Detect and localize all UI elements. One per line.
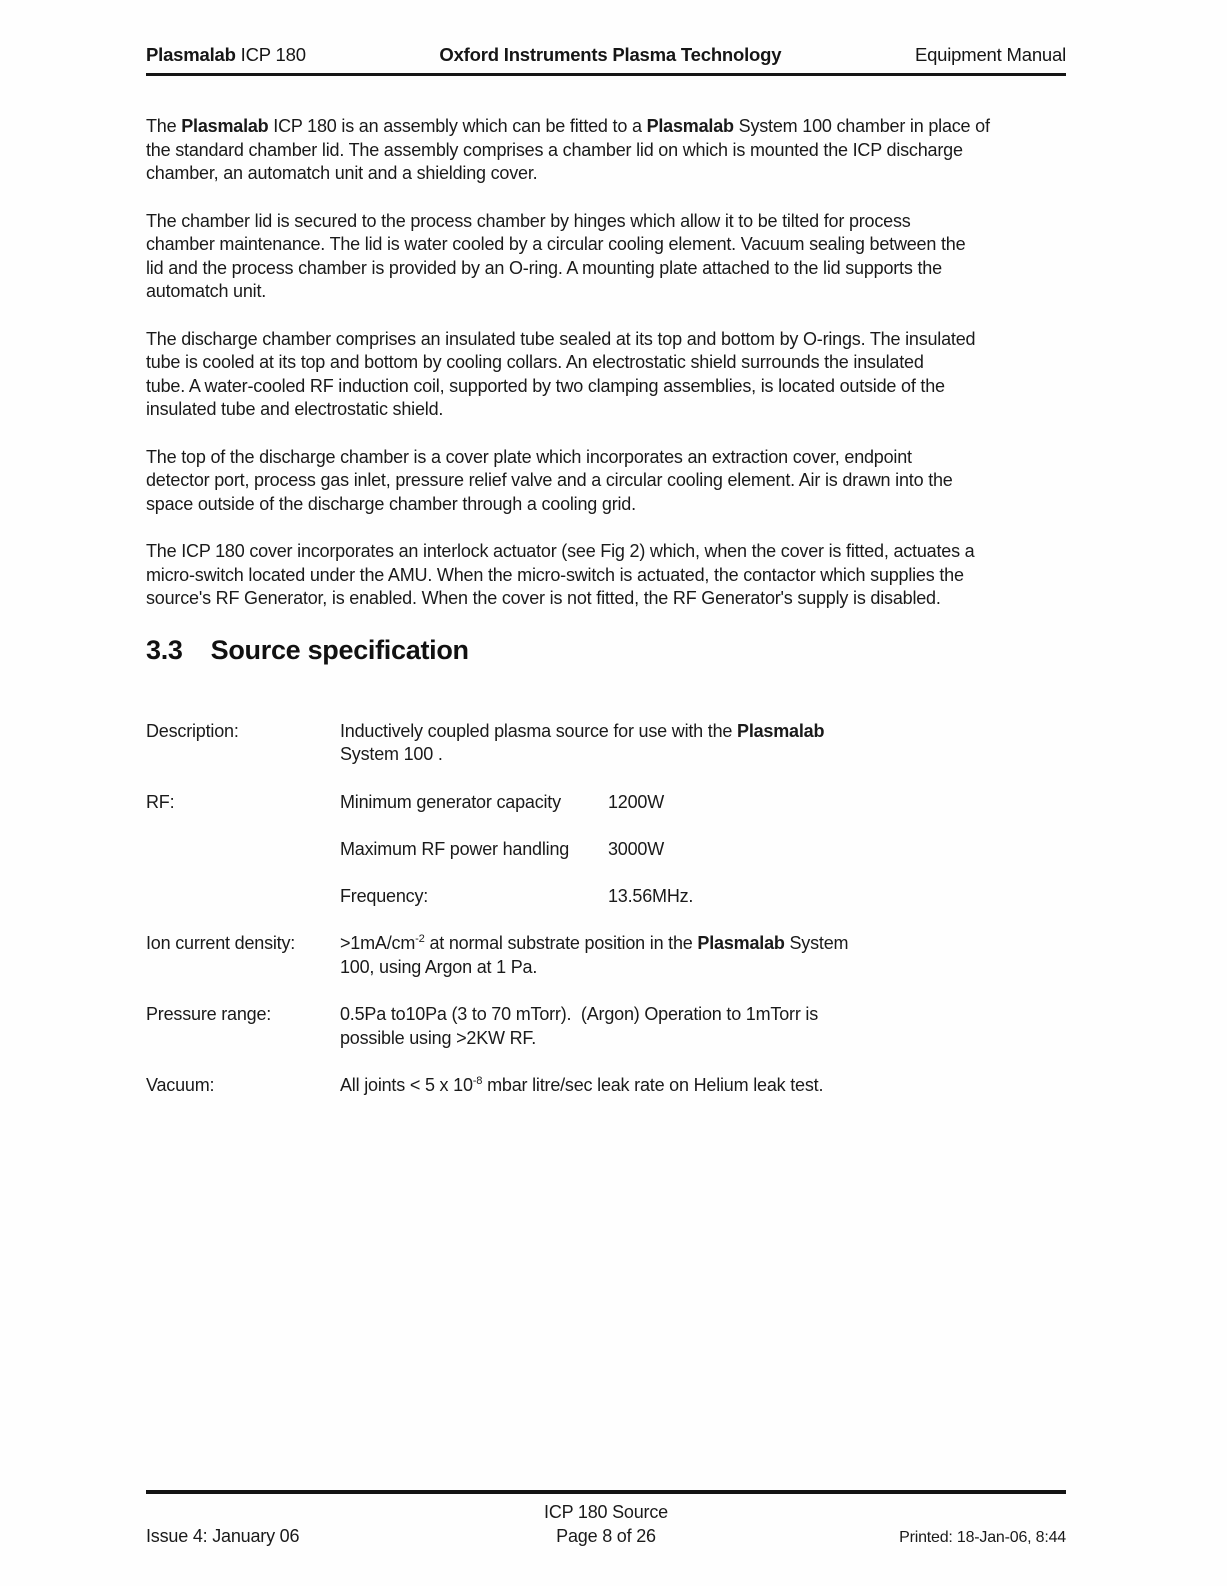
footer-printed-stamp: Printed: 18-Jan-06, 8:44 <box>899 1529 1066 1546</box>
spec-row-ion-current-density <box>146 932 1066 979</box>
spec-rf-min-generator-name: Minimum generator capacity <box>340 791 561 812</box>
page-footer <box>146 1490 1066 1547</box>
header-company: Oxford Instruments Plasma Technology <box>439 44 782 65</box>
section-title: Source specification <box>210 634 469 665</box>
paragraph-interlock: The ICP 180 cover incorporates an interlock actuator (see Fig 2) which, when the cover is fitted, actuates a micro-switch located under the AMU. When the micro-switch is actuated, the contactor which supplies the source's RF Generator, is enabled. When the cover is not fitted, the RF Generator's supply is disabled. <box>146 541 975 608</box>
spec-rf-frequency <box>340 885 940 909</box>
spec-label-pressure-range: Pressure range: <box>146 1004 272 1024</box>
spec-row-rf <box>146 791 1066 909</box>
source-specification-list <box>146 720 1066 1098</box>
spec-label-ion-current-density: Ion current density: <box>146 933 296 953</box>
body-text <box>146 115 1066 611</box>
header-product-model: ICP 180 <box>235 44 306 65</box>
footer-rule <box>146 1490 1066 1494</box>
page-header <box>146 0 1066 76</box>
spec-row-pressure-range <box>146 1003 1066 1050</box>
header-product-name: Plasmalab <box>146 44 236 65</box>
footer-row <box>146 1526 1066 1547</box>
header-product <box>146 44 306 66</box>
paragraph-discharge-chamber: The discharge chamber comprises an insulated tube sealed at its top and bottom by O-rings. The insulated tube is cooled at its top and bottom by cooling collars. An electrostatic shield surrounds the insulated tube. A water-cooled RF induction coil, supported by two clamping assemblies, is located outside of the insulated tube and electrostatic shield. <box>146 328 976 419</box>
footer-doc-title: ICP 180 Source <box>544 1502 668 1522</box>
spec-rf-min-generator-value: 1200W <box>608 791 665 812</box>
spec-value-rf <box>340 791 940 909</box>
spec-value-description: Inductively coupled plasma source for use with the Plasmalab System 100 . <box>340 720 825 764</box>
spec-label-description: Description: <box>146 720 239 741</box>
paragraph-cover-plate: The top of the discharge chamber is a cover plate which incorporates an extraction cover, endpoint detector port, process gas inlet, pressure relief valve and a circular cooling element. Air is drawn into the space outside of the discharge chamber through a cooling grid. <box>146 446 953 514</box>
spec-rf-frequency-name: Frequency: <box>340 885 429 906</box>
spec-label-vacuum: Vacuum: <box>146 1075 215 1095</box>
spec-label-rf: RF: <box>146 791 175 812</box>
page-content <box>146 0 1066 1098</box>
spec-rf-max-power-value: 3000W <box>608 838 665 859</box>
spec-rf-frequency-value: 13.56MHz. <box>608 885 694 906</box>
paragraph-assembly-overview: The Plasmalab ICP 180 is an assembly which can be fitted to a Plasmalab System 100 chamber in place of the standard chamber lid. The assembly comprises a chamber lid on which is mounted the ICP discharge chamber, an automatch unit and a shielding cover. <box>146 116 990 183</box>
paragraph-chamber-lid: The chamber lid is secured to the process chamber by hinges which allow it to be tilted for process chamber maintenance. The lid is water cooled by a circular cooling element. Vacuum sealing between the lid and the process chamber is provided by an O-ring. A mounting plate attached to the lid supports the automatch unit. <box>146 210 966 301</box>
footer-issue: Issue 4: January 06 <box>146 1526 300 1546</box>
section-heading <box>146 635 1066 666</box>
spec-row-vacuum <box>146 1074 1066 1098</box>
footer-page-number: Page 8 of 26 <box>556 1526 656 1546</box>
spec-value-pressure-range: 0.5Pa to10Pa (3 to 70 mTorr). (Argon) Operation to 1mTorr is possible using >2KW RF. <box>340 1004 819 1048</box>
spec-row-description <box>146 720 1066 767</box>
spec-rf-min-generator <box>340 791 940 815</box>
header-doc-type: Equipment Manual <box>914 44 1066 65</box>
spec-rf-max-power-name: Maximum RF power handling <box>340 838 570 859</box>
spec-value-ion-current-density: $>1mA/cm^{-2}$ at normal substrate position in the Plasmalab System 100, using Argon at 1 Pa. <box>340 933 849 977</box>
section-number: 3.3 <box>146 634 183 665</box>
spec-value-vacuum: All joints < 5 x $10^{-8}$ mbar litre/sec leak rate on Helium leak test. <box>340 1075 824 1095</box>
spec-rf-max-power <box>340 838 940 862</box>
